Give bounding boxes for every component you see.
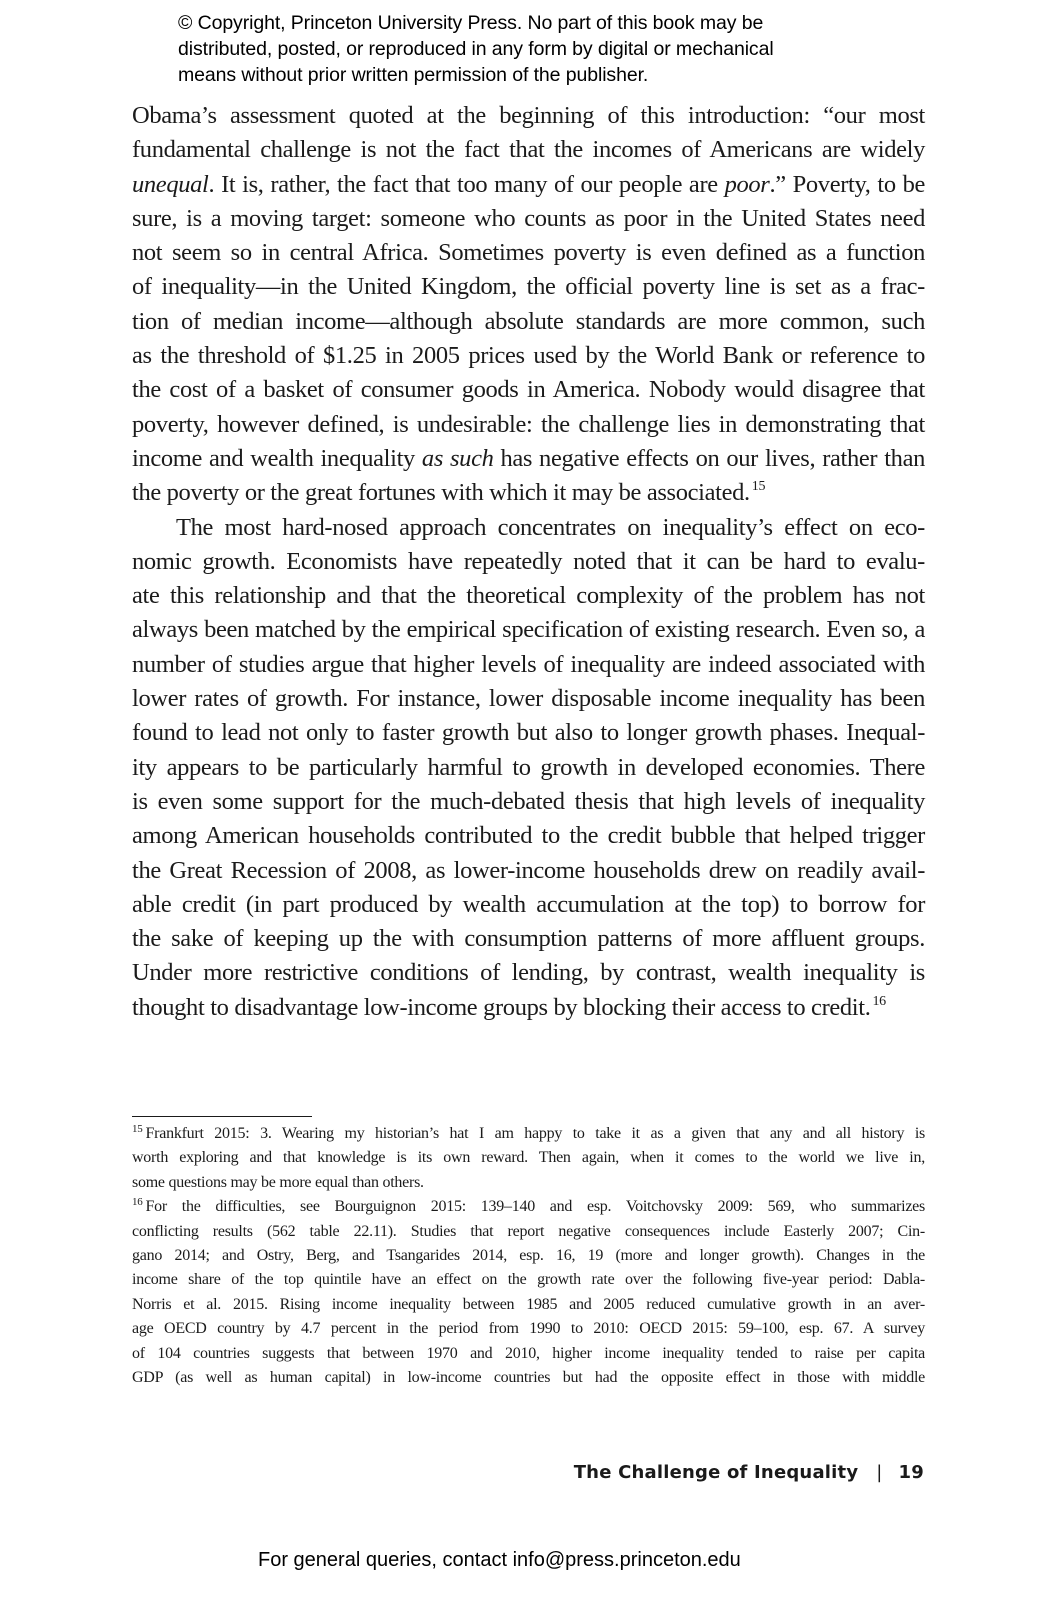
footnote-number: 15	[132, 1123, 143, 1135]
footnote-15	[132, 1122, 925, 1195]
text-line: The most hard-nosed approach concentrates on inequality’s effect on eco-	[176, 513, 925, 541]
text-run: has negative effects on our lives, rather than	[493, 444, 925, 472]
page-number: 19	[898, 1462, 924, 1483]
text-run: income and wealth inequality	[132, 444, 422, 472]
text-line: ity appears to be particularly harmful to growth in developed economies. There	[132, 753, 925, 781]
text-line: found to lead not only to faster growth but also to longer growth phases. Inequal-	[132, 719, 925, 747]
text-line: always been matched by the empirical specification of existing research. Even so, a	[132, 616, 925, 644]
text-run: For the difficulties, see Bourguignon 2015: 139–140 and esp. Voitchovsky 2009: 569, who summarizes	[145, 1198, 925, 1216]
copyright-notice	[178, 10, 878, 88]
italic-emphasis: as such	[421, 444, 494, 472]
text-line: number of studies argue that higher levels of inequality are indeed associated with	[132, 650, 925, 678]
text-line: is even some support for the much-debated thesis that high levels of inequality	[132, 787, 925, 815]
footnote-ref-15[interactable]: 15	[751, 479, 766, 495]
text-line: Under more restrictive conditions of lending, by contrast, wealth inequality is	[132, 959, 925, 987]
copyright-line: distributed, posted, or reproduced in any form by digital or mechanical	[178, 38, 774, 60]
footnote-line	[132, 1195, 925, 1219]
text-line	[132, 991, 925, 1025]
text-run: .” Poverty, to be	[769, 170, 925, 198]
text-line	[132, 442, 925, 476]
footnote-line: Norris et al. 2015. Rising income inequality between 1985 and 2005 reduced cumulative growth in an aver-	[132, 1295, 925, 1313]
running-footer	[574, 1462, 924, 1483]
footnote-divider	[132, 1116, 312, 1117]
text-line	[132, 476, 925, 510]
text-line: able credit (in part produced by wealth accumulation at the top) to borrow for	[132, 890, 925, 918]
text-line: the cost of a basket of consumer goods in America. Nobody would disagree that	[132, 376, 925, 404]
text-line	[132, 168, 925, 202]
text-run: the poverty or the great fortunes with which it may be associated.	[132, 479, 750, 507]
text-line: poverty, however defined, is undesirable: the challenge lies in demonstrating that	[132, 410, 925, 438]
contact-notice: For general queries, contact info@press.princeton.edu	[258, 1549, 741, 1571]
text-line: as the threshold of $1.25 in 2005 prices used by the World Bank or reference to	[132, 342, 925, 370]
text-line: nomic growth. Economists have repeatedly noted that it can be hard to evalu-	[132, 547, 925, 575]
text-line: of inequality—in the United Kingdom, the official poverty line is set as a frac-	[132, 273, 925, 301]
italic-emphasis: poor	[724, 170, 770, 198]
text-line: the Great Recession of 2008, as lower-income households drew on readily avail-	[132, 856, 925, 884]
text-line: ate this relationship and that the theoretical complexity of the problem has not	[132, 582, 925, 610]
footnote-line	[132, 1122, 925, 1146]
footnote-line: gano 2014; and Ostry, Berg, and Tsangarides 2014, esp. 16, 19 (more and longer growth). Changes in the	[132, 1246, 925, 1264]
text-line: the sake of keeping up the with consumption patterns of more affluent groups.	[132, 925, 925, 953]
footnote-line: conflicting results (562 table 22.11). Studies that report negative consequences include Easterly 2007; Cin-	[132, 1222, 925, 1240]
text-line: fundamental challenge is not the fact that the incomes of Americans are widely	[132, 136, 925, 164]
footnote-line: age OECD country by 4.7 percent in the period from 1990 to 2010: OECD 2015: 59–100, esp. 67. A survey	[132, 1320, 925, 1338]
text-line: among American households contributed to the credit bubble that helped trigger	[132, 822, 925, 850]
footnote-line: income share of the top quintile have an effect on the growth rate over the following five-year period: Dabla-	[132, 1271, 925, 1289]
main-text	[132, 99, 925, 1025]
footnote-ref-16[interactable]: 16	[872, 993, 886, 1009]
text-run: . It is, rather, the fact that too many of our people are	[208, 170, 725, 198]
text-line: tion of median income—although absolute standards are more common, such	[132, 307, 925, 335]
footnote-line: GDP (as well as human capital) in low-income countries but had the opposite effect in those with middle	[132, 1368, 925, 1386]
text-line: sure, is a moving target: someone who counts as poor in the United States need	[132, 204, 925, 232]
text-line: not seem so in central Africa. Sometimes poverty is even defined as a function	[132, 239, 925, 267]
text-run: Frankfurt 2015: 3. Wearing my historian’s hat I am happy to take it as a given that any and all history is	[145, 1125, 925, 1142]
chapter-title: The Challenge of Inequality	[573, 1462, 859, 1483]
paragraph-1	[132, 99, 925, 511]
italic-emphasis: unequal	[132, 170, 209, 198]
footnote-line: worth exploring and that knowledge is its own reward. Then again, when it comes to the world we live in,	[132, 1149, 925, 1167]
footnote-line: some questions may be more equal than others.	[132, 1173, 424, 1191]
footnote-number: 16	[132, 1196, 143, 1209]
footnotes-section	[132, 1122, 925, 1390]
copyright-line: means without prior written permission of the publisher.	[178, 64, 649, 86]
footnote-16	[132, 1195, 925, 1390]
copyright-line: © Copyright, Princeton University Press. No part of this book may be	[178, 12, 764, 34]
footnote-line: of 104 countries suggests that between 1970 and 2010, higher income inequality tended to raise per capita	[132, 1344, 925, 1362]
text-line: lower rates of growth. For instance, lower disposable income inequality has been	[132, 685, 925, 713]
text-run: thought to disadvantage low-income groups by blocking their access to credit.	[132, 993, 871, 1021]
text-line: Obama’s assessment quoted at the beginning of this introduction: “our most	[132, 102, 925, 129]
footer-separator: |	[876, 1462, 883, 1483]
paragraph-2	[132, 511, 925, 1025]
